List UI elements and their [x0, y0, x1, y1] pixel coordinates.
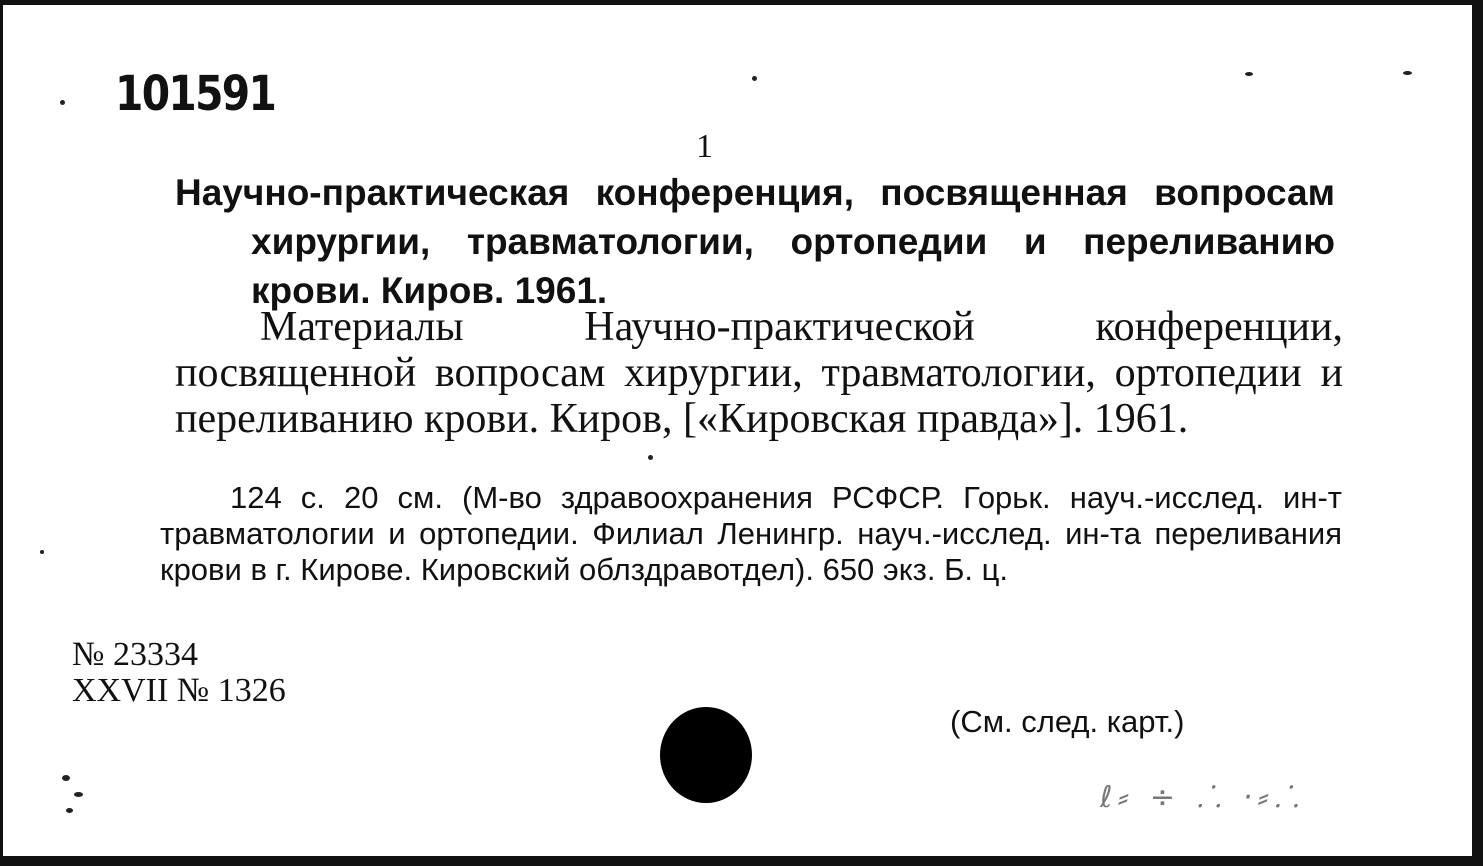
- inventory-number: 101591: [115, 66, 276, 122]
- accession-number: № 23334: [72, 636, 198, 673]
- entry-physical-notes: 124 с. 20 см. (М-во здравоохранения РСФСР. Горьк. науч.-исслед. ин-т травматологии и ортопедии. Филиал Ленингр. науч.-исслед. ин-та переливания крови в г. Кирове. Кировский облздравотдел). 650 экз. Б. ц.: [160, 480, 1342, 587]
- card-index-number: 1: [696, 128, 713, 165]
- speck-mark: [752, 76, 757, 81]
- punch-hole: [660, 707, 752, 803]
- card-edge-left: [0, 0, 3, 866]
- speck-mark: [1245, 72, 1253, 76]
- entry-description: Материалы Научно-практической конференции, посвященной вопросам хирургии, травматологии, ортопедии и переливанию крови. Киров, [«Кировская правда»]. 1961.: [175, 304, 1343, 442]
- speck-mark: [648, 455, 653, 460]
- speck-mark: [60, 100, 65, 105]
- pencil-mark: ℓ⸗ ÷ ⸫ ·⸗⸫: [1100, 780, 1305, 815]
- classification-number: XXVII № 1326: [72, 672, 286, 709]
- entry-title: Научно-практическая конференция, посвященная вопросам хирургии, травматологии, ортопедии и переливанию крови. Киров. 1961.: [175, 172, 1335, 311]
- speck-mark: [74, 792, 83, 797]
- speck-mark: [66, 808, 73, 813]
- card-edge-bottom: [0, 856, 1483, 866]
- continuation-note: (См. след. карт.): [950, 704, 1185, 739]
- card-edge-top: [0, 0, 1483, 5]
- speck-mark: [40, 550, 44, 554]
- speck-mark: [1403, 71, 1412, 75]
- speck-mark: [62, 775, 70, 781]
- card-edge-right: [1472, 0, 1483, 866]
